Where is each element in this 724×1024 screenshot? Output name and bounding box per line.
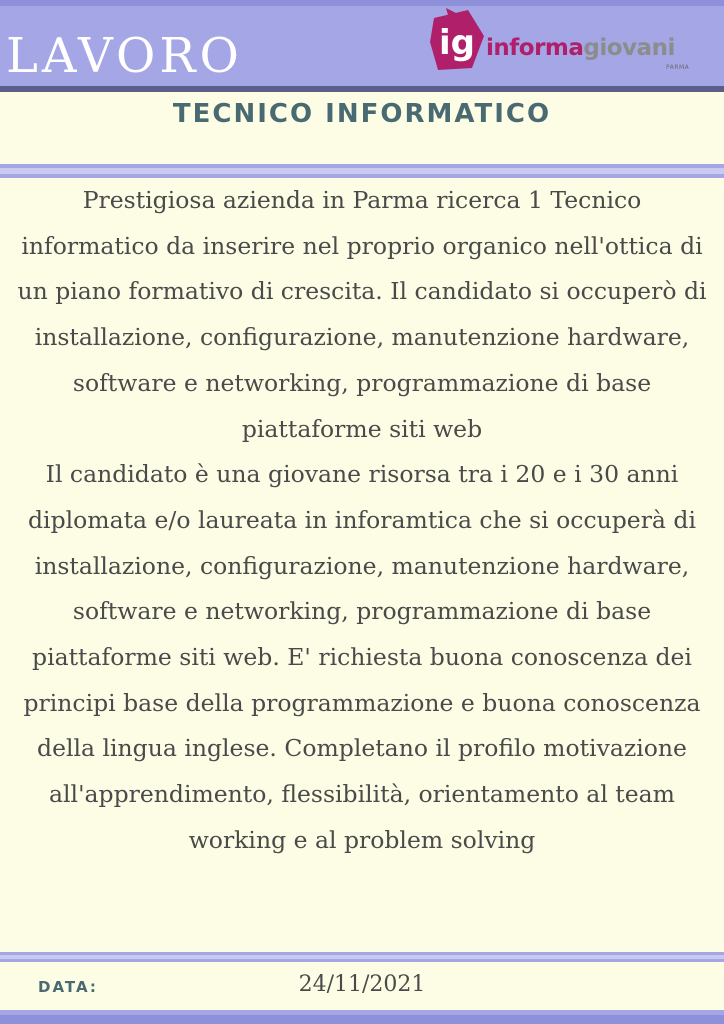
logo-city: PARMA	[666, 64, 690, 71]
job-title: TECNICO INFORMATICO	[172, 99, 552, 129]
logo-brand	[486, 34, 675, 62]
logo-brand-part1: informa	[486, 35, 584, 61]
date-value: 24/11/2021	[298, 972, 426, 997]
separator-band-inner	[0, 168, 724, 174]
header-band	[0, 0, 724, 92]
ig-logo-mark-icon	[428, 8, 490, 74]
logo-mark-text: ig	[439, 23, 475, 63]
date-label: DATA:	[38, 978, 98, 996]
bottom-band-inner	[0, 1015, 724, 1024]
informagiovani-logo	[428, 8, 718, 78]
logo-brand-part2: giovani	[583, 35, 675, 61]
footer-band	[0, 952, 724, 962]
bottom-band	[0, 1010, 724, 1024]
description-paragraph-1: Prestigiosa azienda in Parma ricerca 1 Tecnico informatico da inserire nel proprio organico nell'ottica di un piano formativo di crescita. Il candidato si occuperò di installazione, configurazione, manutenzione hardware, software e networking, programmazione di base piattaforme siti web	[17, 186, 707, 443]
job-description	[14, 178, 710, 864]
description-paragraph-2: Il candidato è una giovane risorsa tra i 20 e i 30 anni diplomata e/o laureata in inforamtica che si occuperà di installazione, configurazione, manutenzione hardware, software e networking, programmazione di base piattaforme siti web. E' richiesta buona conoscenza dei principi base della programmazione e buona conoscenza della lingua inglese. Completano il profilo motivazione all'apprendimento, flessibilità, orientamento al team working e al problem solving	[23, 460, 701, 854]
category-heading: LAVORO	[6, 28, 243, 84]
header-stripe-bottom	[0, 86, 724, 92]
header-stripe-top	[0, 0, 724, 6]
separator-band	[0, 164, 724, 178]
footer-band-inner	[0, 955, 724, 959]
